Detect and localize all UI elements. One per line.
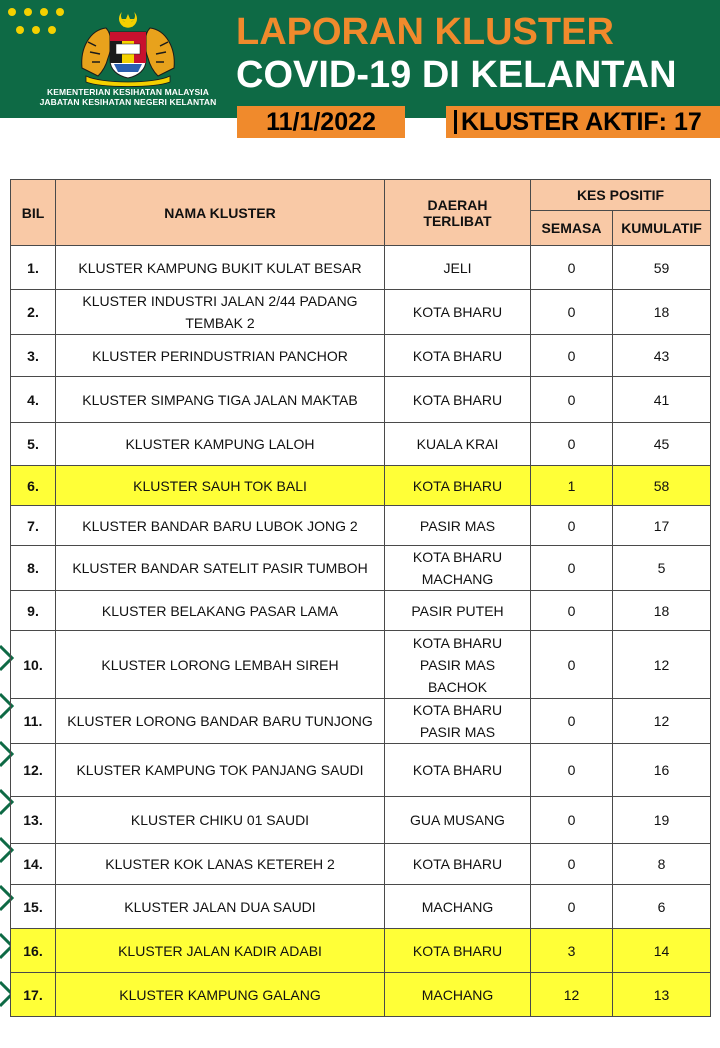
table-row	[11, 246, 711, 290]
table-row	[11, 885, 711, 929]
row-bil: 9.	[11, 591, 56, 631]
row-daerah: KOTA BHARU	[385, 929, 531, 973]
row-kumulatif: 41	[613, 377, 711, 423]
header-daerah-line1: DAERAH	[427, 196, 488, 213]
row-semasa: 0	[531, 744, 613, 797]
row-daerah: KUALA KRAI	[385, 423, 531, 466]
row-kumulatif: 6	[613, 885, 711, 929]
table-row	[11, 797, 711, 844]
table-row	[11, 466, 711, 506]
row-daerah: KOTA BHARU	[385, 744, 531, 797]
row-nama-kluster: KLUSTER JALAN DUA SAUDI	[56, 885, 385, 929]
row-kumulatif: 18	[613, 591, 711, 631]
row-daerah: KOTA BHARU	[385, 466, 531, 506]
table-row	[11, 744, 711, 797]
row-kumulatif: 14	[613, 929, 711, 973]
header-banner	[0, 0, 720, 118]
row-bil: 8.	[11, 546, 56, 591]
table-row	[11, 844, 711, 885]
row-nama-kluster: KLUSTER LORONG LEMBAH SIREH	[56, 631, 385, 699]
row-nama-kluster: KLUSTER JALAN KADIR ADABI	[56, 929, 385, 973]
header-kes-positif: KES POSITIF	[531, 180, 711, 211]
row-nama-kluster: KLUSTER SAUH TOK BALI	[56, 466, 385, 506]
header-bil: BIL	[11, 180, 56, 246]
row-semasa: 0	[531, 335, 613, 377]
row-kumulatif: 43	[613, 335, 711, 377]
row-nama-kluster: KLUSTER BANDAR SATELIT PASIR TUMBOH	[56, 546, 385, 591]
row-semasa: 0	[531, 423, 613, 466]
row-daerah: MACHANG	[385, 973, 531, 1017]
row-bil: 13.	[11, 797, 56, 844]
ministry-text	[36, 87, 220, 107]
table-row	[11, 546, 711, 591]
row-nama-kluster: KLUSTER BELAKANG PASAR LAMA	[56, 591, 385, 631]
row-daerah: KOTA BHARU	[385, 290, 531, 335]
row-daerah: GUA MUSANG	[385, 797, 531, 844]
header-daerah	[385, 180, 531, 246]
row-nama-kluster: KLUSTER LORONG BANDAR BARU TUNJONG	[56, 699, 385, 744]
table-row	[11, 591, 711, 631]
row-semasa: 12	[531, 973, 613, 1017]
ministry-line1: KEMENTERIAN KESIHATAN MALAYSIA	[47, 87, 209, 97]
row-daerah: PASIR PUTEH	[385, 591, 531, 631]
row-kumulatif: 19	[613, 797, 711, 844]
row-bil: 3.	[11, 335, 56, 377]
table-row	[11, 699, 711, 744]
row-semasa: 0	[531, 546, 613, 591]
active-cluster-badge	[446, 106, 720, 138]
row-kumulatif: 8	[613, 844, 711, 885]
row-nama-kluster: KLUSTER KAMPUNG TOK PANJANG SAUDI	[56, 744, 385, 797]
row-semasa: 0	[531, 699, 613, 744]
row-bil: 11.	[11, 699, 56, 744]
header-semasa: SEMASA	[531, 211, 613, 246]
table-row	[11, 973, 711, 1017]
row-bil: 15.	[11, 885, 56, 929]
row-nama-kluster: KLUSTER BANDAR BARU LUBOK JONG 2	[56, 506, 385, 546]
cluster-table	[10, 179, 711, 1017]
title-line1: LAPORAN KLUSTER	[236, 11, 614, 53]
row-semasa: 3	[531, 929, 613, 973]
row-semasa: 0	[531, 885, 613, 929]
row-nama-kluster: KLUSTER KAMPUNG GALANG	[56, 973, 385, 1017]
row-nama-kluster: KLUSTER SIMPANG TIGA JALAN MAKTAB	[56, 377, 385, 423]
row-daerah: JELI	[385, 246, 531, 290]
row-kumulatif: 45	[613, 423, 711, 466]
table-row	[11, 377, 711, 423]
row-bil: 17.	[11, 973, 56, 1017]
row-kumulatif: 12	[613, 631, 711, 699]
row-semasa: 0	[531, 844, 613, 885]
report-date: 11/1/2022	[237, 106, 405, 138]
table-row	[11, 929, 711, 973]
row-bil: 10.	[11, 631, 56, 699]
row-semasa: 0	[531, 591, 613, 631]
table-row	[11, 506, 711, 546]
table-row	[11, 335, 711, 377]
row-semasa: 0	[531, 246, 613, 290]
row-kumulatif: 58	[613, 466, 711, 506]
row-semasa: 0	[531, 797, 613, 844]
row-semasa: 0	[531, 290, 613, 335]
row-kumulatif: 18	[613, 290, 711, 335]
decorative-dots	[8, 8, 68, 48]
row-kumulatif: 16	[613, 744, 711, 797]
row-kumulatif: 17	[613, 506, 711, 546]
row-kumulatif: 5	[613, 546, 711, 591]
row-kumulatif: 13	[613, 973, 711, 1017]
table-row	[11, 423, 711, 466]
title-line2: COVID-19 DI KELANTAN	[236, 54, 677, 96]
row-bil: 12.	[11, 744, 56, 797]
row-semasa: 0	[531, 506, 613, 546]
row-bil: 2.	[11, 290, 56, 335]
header-daerah-line2: TERLIBAT	[423, 212, 492, 229]
header-kumulatif: KUMULATIF	[613, 211, 711, 246]
active-cluster-label: KLUSTER AKTIF: 17	[461, 108, 702, 136]
row-daerah: KOTA BHARU	[385, 335, 531, 377]
table-row	[11, 631, 711, 699]
row-bil: 4.	[11, 377, 56, 423]
row-semasa: 0	[531, 631, 613, 699]
row-bil: 5.	[11, 423, 56, 466]
row-daerah: MACHANG	[385, 885, 531, 929]
row-bil: 6.	[11, 466, 56, 506]
row-nama-kluster: KLUSTER KAMPUNG LALOH	[56, 423, 385, 466]
row-nama-kluster: KLUSTER KAMPUNG BUKIT KULAT BESAR	[56, 246, 385, 290]
row-daerah: KOTA BHARU PASIR MAS	[385, 699, 531, 744]
ministry-line2: JABATAN KESIHATAN NEGERI KELANTAN	[39, 97, 217, 107]
row-nama-kluster: KLUSTER INDUSTRI JALAN 2/44 PADANG TEMBAK 2	[56, 290, 385, 335]
row-daerah: KOTA BHARU MACHANG	[385, 546, 531, 591]
row-semasa: 1	[531, 466, 613, 506]
row-daerah: KOTA BHARU PASIR MAS BACHOK	[385, 631, 531, 699]
row-bil: 14.	[11, 844, 56, 885]
row-daerah: KOTA BHARU	[385, 377, 531, 423]
row-bil: 7.	[11, 506, 56, 546]
row-semasa: 0	[531, 377, 613, 423]
row-kumulatif: 12	[613, 699, 711, 744]
row-daerah: KOTA BHARU	[385, 844, 531, 885]
row-kumulatif: 59	[613, 246, 711, 290]
header-nama: NAMA KLUSTER	[56, 180, 385, 246]
malaysia-crest-icon	[72, 8, 184, 88]
row-bil: 1.	[11, 246, 56, 290]
row-bil: 16.	[11, 929, 56, 973]
row-nama-kluster: KLUSTER PERINDUSTRIAN PANCHOR	[56, 335, 385, 377]
separator-bar	[454, 110, 457, 134]
cluster-table-body	[11, 246, 711, 1017]
row-nama-kluster: KLUSTER CHIKU 01 SAUDI	[56, 797, 385, 844]
table-row	[11, 290, 711, 335]
row-daerah: PASIR MAS	[385, 506, 531, 546]
row-nama-kluster: KLUSTER KOK LANAS KETEREH 2	[56, 844, 385, 885]
